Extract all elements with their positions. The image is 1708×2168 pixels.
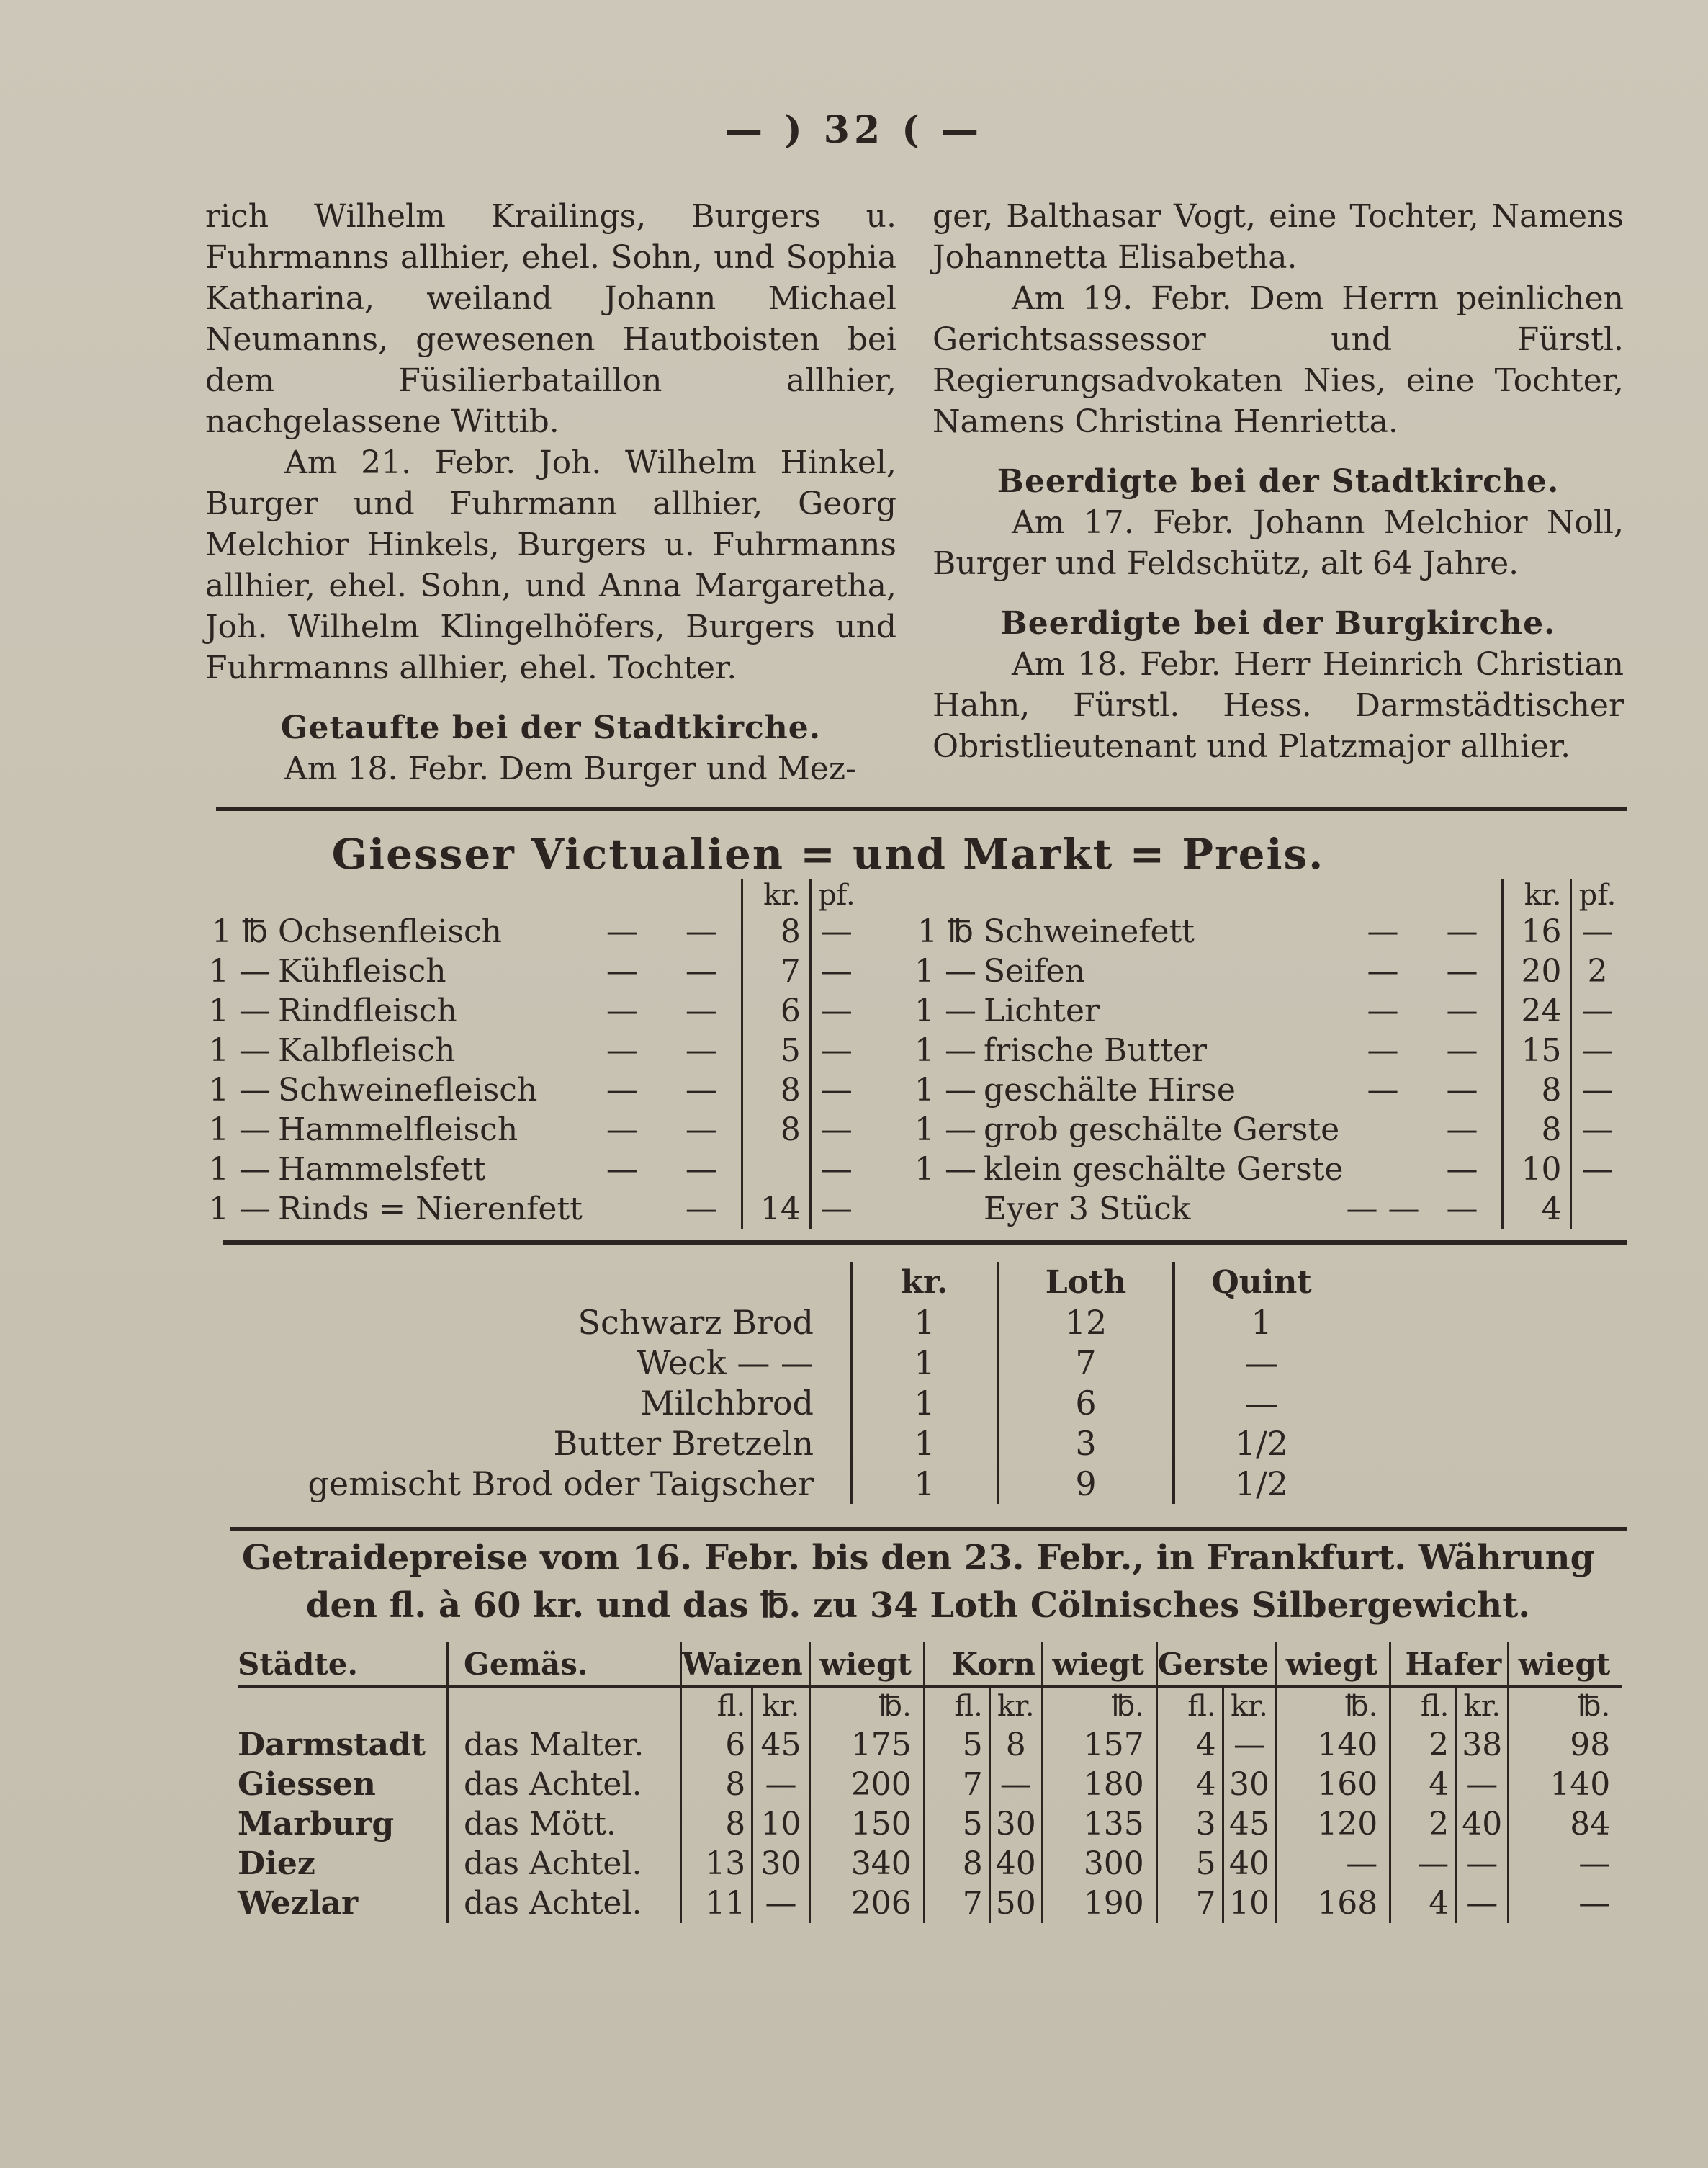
grain-row — [238, 1725, 1622, 1765]
right-column — [932, 196, 1624, 767]
right-paragraph-4: Am 18. Febr. Herr Heinrich Christian Hahn, Fürstl. Hess. Darmstädtischer Obristlieutenant und Platzmajor allhier. — [932, 646, 1624, 765]
unit-fl: fl. — [924, 1687, 989, 1726]
market-dash: — — [685, 953, 717, 990]
market-dash: — — [1367, 993, 1399, 1029]
left-column — [205, 196, 896, 789]
market-dash: — — [685, 913, 717, 950]
left-paragraph-3: Am 18. Febr. Dem Burger und Mez- — [284, 751, 856, 787]
market-item: klein geschälte Gerste — [983, 1151, 1344, 1188]
market-qty: 1 ℔ — [212, 913, 268, 950]
market-dash: — — [606, 1072, 638, 1108]
market-row — [914, 1189, 1622, 1229]
grain-row — [238, 1804, 1622, 1844]
market-qty: 1 — — [209, 953, 271, 990]
market-dash: — — [1446, 993, 1478, 1029]
market-item: Hammelsfett — [277, 1151, 486, 1188]
market-qty — [914, 1189, 976, 1229]
grain-price-kr: 10 — [1223, 1883, 1276, 1923]
market-price-kr: 4 — [1503, 1189, 1571, 1229]
grain-price-fl: 5 — [924, 1725, 989, 1765]
market-price-pf: — — [1581, 913, 1614, 950]
market-dash: — — [1367, 1032, 1399, 1069]
grain-price-fl: 4 — [1390, 1883, 1456, 1923]
market-item: Hammelfleisch — [277, 1111, 518, 1148]
grain-weight-lb: 135 — [1042, 1804, 1156, 1844]
bread-quint: 1/2 — [1234, 1464, 1289, 1503]
market-dash: — — [1446, 913, 1478, 950]
grain-measure: das Mött. — [464, 1806, 616, 1842]
market-price-pf: — — [1581, 1072, 1614, 1108]
market-price-kr: 8 — [742, 1110, 810, 1150]
bread-loth: 3 — [998, 1423, 1174, 1464]
column-header-pf: pf. — [817, 879, 855, 912]
market-dash: — — [606, 953, 638, 990]
grain-header-rye: Korn — [924, 1642, 1042, 1687]
grain-price-kr: 30 — [752, 1844, 810, 1883]
grain-weight-lb: 140 — [1509, 1765, 1622, 1804]
market-dash: — — [685, 1151, 717, 1188]
unit-kr: kr. — [1456, 1687, 1509, 1726]
market-dash: — — [1446, 1032, 1478, 1069]
market-item: geschälte Hirse — [983, 1072, 1236, 1108]
market-dash: — — [606, 1032, 638, 1069]
grain-weight-lb: 98 — [1509, 1725, 1622, 1765]
market-dash: — — [1367, 913, 1399, 950]
market-price-pf: — — [1581, 1032, 1614, 1069]
market-price-kr: 10 — [1503, 1150, 1571, 1189]
grain-prices-heading — [216, 1534, 1620, 1629]
baptisms-heading: Getaufte bei der Stadtkirche. — [280, 709, 822, 746]
grain-price-fl: 2 — [1390, 1725, 1456, 1765]
market-qty: 1 — — [209, 1111, 271, 1148]
grain-city: Marburg — [238, 1804, 448, 1844]
grain-header-cities: Städte. — [238, 1642, 448, 1687]
grain-price-fl: — — [1390, 1844, 1456, 1883]
grain-price-fl: 7 — [924, 1765, 989, 1804]
market-price-kr: 6 — [742, 991, 810, 1031]
grain-weight-lb: 157 — [1042, 1725, 1156, 1765]
bread-loth: 12 — [998, 1302, 1174, 1343]
market-row — [914, 951, 1622, 991]
bread-row — [281, 1302, 1348, 1343]
bread-price-table — [281, 1262, 1348, 1504]
grain-header-weight: wiegt — [1042, 1642, 1156, 1687]
grain-price-kr: — — [1456, 1765, 1509, 1804]
market-price-kr: 14 — [742, 1189, 810, 1229]
unit-kr: kr. — [752, 1687, 810, 1726]
market-qty: 1 ℔ — [917, 913, 974, 950]
market-price-pf: — — [820, 1032, 853, 1069]
grain-price-fl: 4 — [1156, 1765, 1223, 1804]
market-price-pf: — — [820, 1191, 853, 1227]
grain-measure: das Achtel. — [464, 1885, 642, 1922]
unit-kr: kr. — [989, 1687, 1042, 1726]
market-dash: — — [606, 913, 638, 950]
market-row — [914, 1110, 1622, 1150]
market-row — [209, 1189, 862, 1229]
grain-measure: das Achtel. — [464, 1766, 642, 1803]
grain-header-oats: Hafer — [1390, 1642, 1509, 1687]
market-qty: 1 — — [914, 1151, 976, 1188]
market-item: Schweinefleisch — [277, 1072, 538, 1108]
market-price-kr: 8 — [1503, 1110, 1571, 1150]
bread-row — [281, 1464, 1348, 1504]
market-price-pf: — — [820, 953, 853, 990]
grain-header-weight: wiegt — [1276, 1642, 1390, 1687]
market-row — [914, 1150, 1622, 1189]
section-rule-lower — [230, 1527, 1627, 1531]
market-qty: 1 — — [914, 1111, 976, 1148]
market-dash — [583, 1189, 662, 1229]
market-price-kr: 7 — [742, 951, 810, 991]
bread-kr: 1 — [851, 1464, 998, 1504]
market-price-table-left — [209, 879, 862, 1229]
grain-city: Wezlar — [238, 1883, 448, 1923]
market-dash: — — [1446, 1191, 1478, 1227]
market-price-pf: — — [820, 1072, 853, 1108]
burials-castle-church-heading: Beerdigte bei der Burgkirche. — [1000, 605, 1556, 642]
grain-weight-lb: 190 — [1042, 1883, 1156, 1923]
bread-item: Weck — — — [281, 1343, 851, 1383]
bread-row — [281, 1343, 1348, 1383]
grain-price-fl: 6 — [681, 1725, 752, 1765]
section-rule-top — [216, 807, 1627, 811]
grain-price-fl: 4 — [1156, 1725, 1223, 1765]
market-dash: — — [1446, 1111, 1478, 1148]
market-item: Eyer 3 Stück — [983, 1191, 1191, 1227]
market-dash: — — [685, 1032, 717, 1069]
bread-row — [281, 1423, 1348, 1464]
grain-price-kr: 40 — [1223, 1844, 1276, 1883]
grain-price-kr: 30 — [1223, 1765, 1276, 1804]
market-price-kr — [742, 1150, 810, 1189]
grain-price-fl: 13 — [681, 1844, 752, 1883]
column-header-kr: kr. — [1503, 879, 1571, 912]
market-row — [914, 991, 1622, 1031]
bread-header-kr: kr. — [851, 1262, 998, 1302]
grain-price-kr: — — [1456, 1844, 1509, 1883]
market-qty: 1 — — [914, 953, 976, 990]
market-qty: 1 — — [914, 1032, 976, 1069]
grain-price-fl: 11 — [681, 1883, 752, 1923]
grain-weight-lb: — — [1276, 1844, 1390, 1883]
market-row — [209, 991, 862, 1031]
market-row — [914, 912, 1622, 951]
market-item: grob geschälte Gerste — [983, 1111, 1340, 1148]
market-price-pf: — — [820, 993, 853, 1029]
bread-header-loth: Loth — [998, 1262, 1174, 1302]
bread-kr: 1 — [851, 1302, 998, 1343]
grain-heading-line-2: den fl. à 60 kr. und das ℔. zu 34 Loth Cölnisches Silbergewicht. — [305, 1585, 1531, 1626]
market-dash: — — [1446, 1151, 1478, 1188]
market-item: Schweinefett — [983, 913, 1195, 950]
market-row — [914, 1031, 1622, 1070]
unit-lb: ℔. — [1276, 1687, 1390, 1726]
grain-price-kr: — — [1223, 1725, 1276, 1765]
grain-price-fl: 2 — [1390, 1804, 1456, 1844]
right-paragraph-3: Am 17. Febr. Johann Melchior Noll, Burger und Feldschütz, alt 64 Jahre. — [932, 504, 1624, 582]
market-price-kr: 8 — [742, 1070, 810, 1110]
unit-fl: fl. — [1390, 1687, 1456, 1726]
market-price-kr: 20 — [1503, 951, 1571, 991]
unit-lb: ℔. — [809, 1687, 924, 1726]
market-row — [209, 951, 862, 991]
market-item: Lichter — [983, 993, 1100, 1029]
grain-price-fl: 5 — [924, 1804, 989, 1844]
market-dash: — — [606, 993, 638, 1029]
grain-header-weight: wiegt — [809, 1642, 924, 1687]
market-price-pf: — — [820, 913, 853, 950]
market-dash: — — [685, 1072, 717, 1108]
column-header-kr: kr. — [742, 879, 810, 912]
unit-lb: ℔. — [1509, 1687, 1622, 1726]
grain-weight-lb: 150 — [809, 1804, 924, 1844]
column-header-pf: pf. — [1578, 879, 1617, 912]
grain-weight-lb: 120 — [1276, 1804, 1390, 1844]
market-price-kr: 16 — [1503, 912, 1571, 951]
grain-weight-lb: 175 — [809, 1725, 924, 1765]
grain-row — [238, 1765, 1622, 1804]
bread-quint: — — [1245, 1384, 1278, 1423]
market-dash: — — [606, 1151, 638, 1188]
market-price-kr: 5 — [742, 1031, 810, 1070]
bread-quint: 1/2 — [1234, 1424, 1289, 1463]
grain-price-kr: 40 — [989, 1844, 1042, 1883]
bread-item: gemischt Brod oder Taigscher — [281, 1464, 851, 1504]
market-item: frische Butter — [983, 1032, 1208, 1069]
grain-header-wheat: Waizen — [681, 1642, 810, 1687]
market-dash: — — [685, 1111, 717, 1148]
grain-city: Darmstadt — [238, 1725, 448, 1765]
grain-weight-lb: 206 — [809, 1883, 924, 1923]
market-qty: 1 — — [209, 1151, 271, 1188]
market-dash: — — [1446, 953, 1478, 990]
bread-quint: 1 — [1251, 1303, 1272, 1342]
bread-row — [281, 1383, 1348, 1423]
right-paragraph-1: ger, Balthasar Vogt, eine Tochter, Namens Johannetta Elisabetha. — [932, 198, 1624, 276]
market-qty: 1 — — [209, 1191, 271, 1227]
market-price-kr: 8 — [1503, 1070, 1571, 1110]
grain-row — [238, 1883, 1622, 1923]
grain-price-kr: — — [989, 1765, 1042, 1804]
market-price-kr: 24 — [1503, 991, 1571, 1031]
grain-heading-line-1: Getraidepreise vom 16. Febr. bis den 23. Febr., in Frankfurt. Währung — [241, 1538, 1595, 1578]
market-price-pf: — — [1581, 1151, 1614, 1188]
bread-loth: 9 — [998, 1464, 1174, 1504]
market-dash: — — [1446, 1072, 1478, 1108]
grain-measure: das Achtel. — [464, 1845, 642, 1882]
grain-weight-lb: 300 — [1042, 1844, 1156, 1883]
market-price-pf: — — [1581, 993, 1614, 1029]
grain-price-kr: 8 — [989, 1725, 1042, 1765]
grain-weight-lb: 200 — [809, 1765, 924, 1804]
left-paragraph-2: Am 21. Febr. Joh. Wilhelm Hinkel, Burger und Fuhrmann allhier, Georg Melchior Hinkels, Burgers u. Fuhrmanns allhier, ehel. Sohn, und Anna Margaretha, Joh. Wilhelm Klingelhöfers, Burgers und Fuhrmanns allhier, ehel. Tochter. — [205, 444, 896, 686]
market-dash: — — [1367, 953, 1399, 990]
grain-weight-lb: — — [1509, 1844, 1622, 1883]
grain-header-measure: Gemäs. — [448, 1642, 681, 1687]
market-price-pf: — — [820, 1111, 853, 1148]
market-qty: 1 — — [209, 993, 271, 1029]
market-price-table-right — [914, 879, 1622, 1229]
grain-weight-lb: 180 — [1042, 1765, 1156, 1804]
bread-kr: 1 — [851, 1423, 998, 1464]
unit-kr: kr. — [1223, 1687, 1276, 1726]
market-dash: — — [685, 993, 717, 1029]
grain-price-kr: — — [752, 1765, 810, 1804]
market-row — [209, 912, 862, 951]
grain-price-kr: 38 — [1456, 1725, 1509, 1765]
unit-fl: fl. — [681, 1687, 752, 1726]
market-row — [209, 1070, 862, 1110]
unit-lb: ℔. — [1042, 1687, 1156, 1726]
grain-price-kr: 10 — [752, 1804, 810, 1844]
grain-city: Diez — [238, 1844, 448, 1883]
market-dash — [1343, 1110, 1422, 1150]
grain-header-barley: Gerste — [1156, 1642, 1276, 1687]
right-paragraph-2: Am 19. Febr. Dem Herrn peinlichen Gerichtsassessor und Fürstl. Regierungsadvokaten Nies, eine Tochter, Namens Christina Henrietta. — [932, 280, 1624, 440]
market-price-pf: — — [820, 1151, 853, 1188]
bread-loth: 7 — [998, 1343, 1174, 1383]
grain-price-fl: 8 — [681, 1804, 752, 1844]
grain-price-kr: 40 — [1456, 1804, 1509, 1844]
grain-price-fl: 8 — [924, 1844, 989, 1883]
bread-loth: 6 — [998, 1383, 1174, 1423]
market-item: Rinds = Nierenfett — [277, 1191, 583, 1227]
grain-weight-lb: — — [1509, 1883, 1622, 1923]
bread-quint: — — [1245, 1343, 1278, 1382]
market-price-pf — [1571, 1189, 1623, 1229]
section-rule-middle — [223, 1240, 1627, 1245]
page-number: — ) 32 ( — — [725, 108, 983, 152]
grain-price-kr: 50 — [989, 1883, 1042, 1923]
market-dash — [1343, 1150, 1422, 1189]
bread-item: Milchbrod — [281, 1383, 851, 1423]
bread-item: Schwarz Brod — [281, 1302, 851, 1343]
market-dash: — — [1367, 1072, 1399, 1108]
market-row — [209, 1150, 862, 1189]
market-item: Seifen — [983, 953, 1085, 990]
grain-price-fl: 5 — [1156, 1844, 1223, 1883]
market-price-pf: 2 — [1587, 953, 1608, 990]
market-price-kr: 15 — [1503, 1031, 1571, 1070]
market-item: Kühfleisch — [277, 953, 446, 990]
bread-header-quint: Quint — [1211, 1263, 1312, 1301]
grain-price-kr: — — [1456, 1883, 1509, 1923]
market-qty: 1 — — [914, 1072, 976, 1108]
grain-measure: das Malter. — [464, 1726, 644, 1763]
market-qty: 1 — — [209, 1072, 271, 1108]
grain-city: Giessen — [238, 1765, 448, 1804]
grain-row — [238, 1844, 1622, 1883]
market-item: Ochsenfleisch — [277, 913, 503, 950]
bread-kr: 1 — [851, 1383, 998, 1423]
market-price-title: Giesser Victualien = und Markt = Preis. — [331, 830, 1325, 879]
market-dash: — — — [1346, 1191, 1420, 1227]
grain-price-kr: 45 — [1223, 1804, 1276, 1844]
grain-price-fl: 7 — [924, 1883, 989, 1923]
grain-weight-lb: 160 — [1276, 1765, 1390, 1804]
grain-weight-lb: 140 — [1276, 1725, 1390, 1765]
burials-city-church-heading: Beerdigte bei der Stadtkirche. — [997, 463, 1560, 500]
grain-price-kr: 45 — [752, 1725, 810, 1765]
grain-price-kr: — — [752, 1883, 810, 1923]
grain-price-table — [238, 1642, 1622, 1923]
market-qty: 1 — — [209, 1032, 271, 1069]
market-qty: 1 — — [914, 993, 976, 1029]
bread-kr: 1 — [851, 1343, 998, 1383]
market-price-pf: — — [1581, 1111, 1614, 1148]
market-price-kr: 8 — [742, 912, 810, 951]
left-paragraph-1: rich Wilhelm Krailings, Burgers u. Fuhrmanns allhier, ehel. Sohn, und Sophia Katharina, weiland Johann Michael Neumanns, gewesenen Hautboisten bei dem Füsilierbataillon allhier, nachgelassene Wittib. — [205, 198, 896, 440]
grain-price-fl: 4 — [1390, 1765, 1456, 1804]
grain-header-weight: wiegt — [1509, 1642, 1622, 1687]
market-item: Rindfleisch — [277, 993, 457, 1029]
unit-fl: fl. — [1156, 1687, 1223, 1726]
grain-price-fl: 3 — [1156, 1804, 1223, 1844]
market-dash: — — [606, 1111, 638, 1148]
market-row — [209, 1031, 862, 1070]
grain-weight-lb: 168 — [1276, 1883, 1390, 1923]
bread-item: Butter Bretzeln — [281, 1423, 851, 1464]
grain-price-kr: 30 — [989, 1804, 1042, 1844]
market-dash: — — [685, 1191, 717, 1227]
market-row — [209, 1110, 862, 1150]
market-row — [914, 1070, 1622, 1110]
market-item: Kalbfleisch — [277, 1032, 456, 1069]
grain-price-fl: 8 — [681, 1765, 752, 1804]
grain-weight-lb: 340 — [809, 1844, 924, 1883]
grain-price-fl: 7 — [1156, 1883, 1223, 1923]
grain-weight-lb: 84 — [1509, 1804, 1622, 1844]
